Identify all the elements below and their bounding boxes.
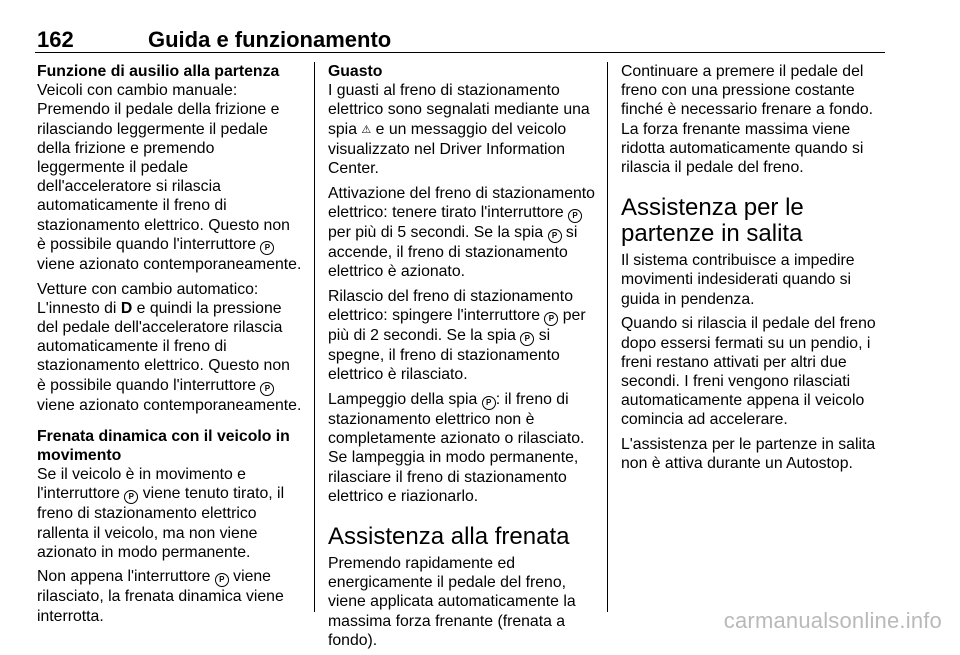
paragraph-hill-start-purpose: Il sistema contribuisce a impedire movimenti indesiderati quando si guida in pendenza. xyxy=(621,252,855,308)
parking-brake-switch-icon: P xyxy=(260,382,274,396)
page-header xyxy=(35,26,885,53)
parking-brake-switch-icon: P xyxy=(215,573,229,587)
section-heading-dynamic-braking: Frenata dinamica con il veicolo in movimento xyxy=(37,427,290,464)
section-heading-brake-assist: Assistenza alla frenata xyxy=(328,522,570,550)
paragraph-dynamic-braking: Se il veicolo è in movimento e l'interruttore P viene tenuto tirato, il freno di stazionamento elettrico rallenta il veicolo, ma non viene azionato in modo permanente. xyxy=(37,466,285,561)
paragraph-brake-assist-continued: Continuare a premere il pedale del freno con una pressione costante finché è necessario frenare a fondo. La forza frenante massima viene ridotta automaticamente quando si rilascia il pedale del freno. xyxy=(621,63,874,177)
paragraph-automatic-gearbox: Vetture con cambio automatico: L'innesto di D e quindi la pressione del pedale dell'acceleratore rilascia automaticamente il freno di stazionamento elettrico. Questo non è possibile quando l'interruttore P viene azionato contemporaneamente. xyxy=(37,280,302,414)
section-heading-hill-start-assist: Assistenza per le partenze in salita xyxy=(621,194,804,248)
warning-lamp-icon: ⚠ xyxy=(361,123,372,136)
parking-brake-lamp-icon: P xyxy=(520,332,534,346)
column-divider xyxy=(607,62,608,612)
parking-brake-switch-icon: P xyxy=(260,241,274,255)
column-2 xyxy=(328,62,595,655)
paragraph-activation: Attivazione del freno di stazionamento elettrico: tenere tirato l'interruttore P per più di 5 secondi. Se la spia P si accende, il freno di stazionamento elettrico è azionato. xyxy=(328,184,595,281)
column-divider xyxy=(314,62,315,612)
paragraph-release: Rilascio del freno di stazionamento elettrico: spingere l'interruttore P per più di 2 secondi. Se la spia P si spegne, il freno di stazionamento elettrico è rilasciato. xyxy=(328,287,586,384)
parking-brake-switch-icon: P xyxy=(124,490,138,504)
page-number: 162 xyxy=(37,27,74,52)
parking-brake-switch-icon: P xyxy=(568,209,582,223)
watermark: carmanualsonline.info xyxy=(723,608,942,633)
parking-brake-switch-icon: P xyxy=(544,312,558,326)
paragraph-lamp-flashing: Lampeggio della spia P : il freno di stazionamento elettrico non è completamente azionato o rilasciato. Se lampeggia in modo permanente, rilasciare il freno di stazionamento elettrico e riazionarlo. xyxy=(328,390,585,505)
paragraph-hill-start-operation: Quando si rilascia il pedale del freno dopo essersi fermati su un pendio, i freni restano attivati per altri due secondi. I freni vengono rilasciati automaticamente appena il veicolo comincia ad accelerare. xyxy=(621,315,876,429)
parking-brake-lamp-icon: P xyxy=(482,396,496,410)
paragraph-fault: I guasti al freno di stazionamento elettrico sono segnalati mediante una spia ⚠ e un messaggio del veicolo visualizzato nel Driver Information Center. xyxy=(328,82,590,178)
section-heading-hill-start: Funzione di ausilio alla partenza xyxy=(37,63,280,80)
section-heading-fault: Guasto xyxy=(328,63,383,80)
paragraph-manual-gearbox: Veicoli con cambio manuale: Premendo il pedale della frizione e rilasciando leggermente il pedale della frizione e premendo leggermente il pedale dell'acceleratore si rilascia automaticamente il freno di stazionamento elettrico. Questo non è possibile quando l'interruttore P viene azionato contemporaneamente. xyxy=(37,82,302,273)
parking-brake-lamp-icon: P xyxy=(548,229,562,243)
page-title: Guida e funzionamento xyxy=(148,27,392,52)
paragraph-brake-assist: Premendo rapidamente ed energicamente il pedale del freno, viene applicata automaticamente la massima forza frenante (frenata a fondo). xyxy=(328,554,576,649)
paragraph-hill-start-autostop: L'assistenza per le partenze in salita non è attiva durante un Autostop. xyxy=(621,436,876,473)
column-3 xyxy=(621,62,891,479)
column-1 xyxy=(37,62,302,631)
paragraph-dynamic-braking-release: Non appena l'interruttore P viene rilasciato, la frenata dinamica viene interrotta. xyxy=(37,568,284,625)
